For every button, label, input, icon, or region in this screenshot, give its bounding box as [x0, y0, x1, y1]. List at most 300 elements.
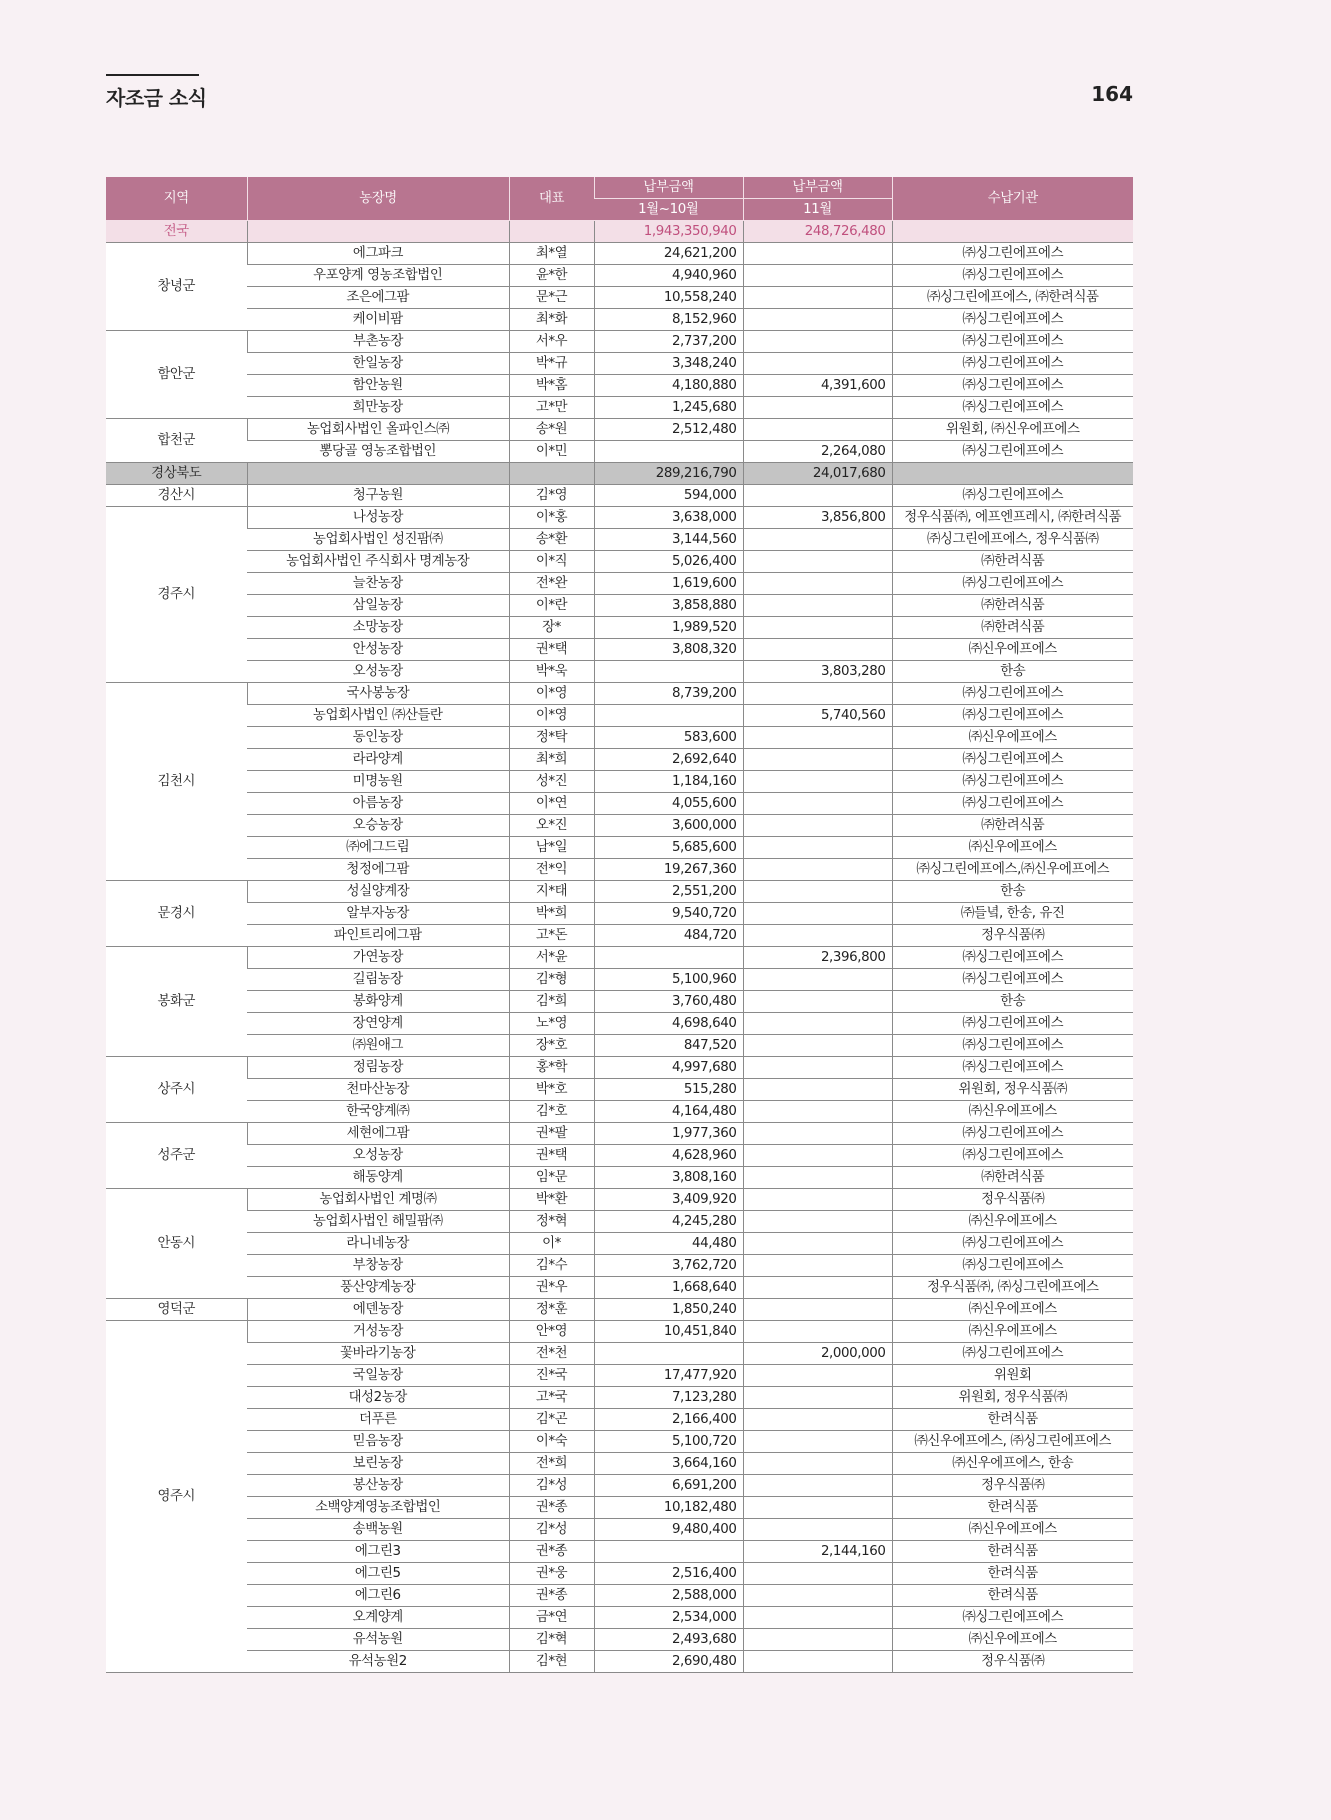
- table-row: [106, 1299, 1133, 1321]
- rep-cell: 김*성: [509, 1519, 594, 1541]
- farm-name-cell: 오승농장: [247, 815, 509, 837]
- rep-cell: 장*: [509, 617, 594, 639]
- payment-table: [106, 177, 1133, 1673]
- farm-name-cell: 알부자농장: [247, 903, 509, 925]
- payment-jan-oct-cell: 2,166,400: [594, 1409, 743, 1431]
- farm-name-cell: 소망농장: [247, 617, 509, 639]
- table-row: [106, 1629, 1133, 1651]
- agency-cell: ㈜신우에프에스: [892, 639, 1133, 661]
- agency-cell: ㈜싱그린에프에스: [892, 309, 1133, 331]
- payment-jan-oct-cell: 5,685,600: [594, 837, 743, 859]
- farm-name-cell: 보린농장: [247, 1453, 509, 1475]
- rep-cell: 고*국: [509, 1387, 594, 1409]
- farm-name-cell: ㈜원애그: [247, 1035, 509, 1057]
- payment-nov-cell: 2,144,160: [743, 1541, 892, 1563]
- payment-nov-cell: [743, 1563, 892, 1585]
- farm-name-cell: 농업회사법인 주식회사 명계농장: [247, 551, 509, 573]
- payment-jan-oct-cell: 4,940,960: [594, 265, 743, 287]
- farm-name-cell: 희만농장: [247, 397, 509, 419]
- payment-jan-oct-cell: 1,989,520: [594, 617, 743, 639]
- table-row: [106, 815, 1133, 837]
- payment-nov-cell: [743, 1013, 892, 1035]
- payment-nov-cell: 3,803,280: [743, 661, 892, 683]
- header-rule: [106, 74, 199, 76]
- farm-name-cell: 에그린6: [247, 1585, 509, 1607]
- payment-nov-cell: [743, 243, 892, 265]
- table-row: [106, 1607, 1133, 1629]
- agency-cell: 위원회: [892, 1365, 1133, 1387]
- payment-jan-oct-cell: 2,692,640: [594, 749, 743, 771]
- farm-name-cell: 한일농장: [247, 353, 509, 375]
- agency-cell: ㈜싱그린에프에스: [892, 243, 1133, 265]
- rep-cell: 박*호: [509, 1079, 594, 1101]
- agency-cell: ㈜싱그린에프에스,㈜신우에프에스: [892, 859, 1133, 881]
- payment-nov-cell: [743, 837, 892, 859]
- payment-jan-oct-cell: 19,267,360: [594, 859, 743, 881]
- table-row: [106, 1497, 1133, 1519]
- agency-cell: ㈜신우에프에스: [892, 837, 1133, 859]
- rep-cell: 김*호: [509, 1101, 594, 1123]
- agency-cell: ㈜신우에프에스: [892, 727, 1133, 749]
- farm-name-cell: 더푸른: [247, 1409, 509, 1431]
- rep-cell: 안*영: [509, 1321, 594, 1343]
- payment-jan-oct-cell: 4,997,680: [594, 1057, 743, 1079]
- rep-cell: 전*희: [509, 1453, 594, 1475]
- col-header-farm: 농장명: [247, 177, 509, 221]
- col-header-payment-jan-oct-label: 납부금액: [594, 177, 743, 199]
- table-row: [106, 925, 1133, 947]
- agency-cell: ㈜싱그린에프에스: [892, 397, 1133, 419]
- farm-name-cell: 농업회사법인 해밀팜㈜: [247, 1211, 509, 1233]
- payment-jan-oct-cell: 5,100,960: [594, 969, 743, 991]
- agency-cell: 한송: [892, 661, 1133, 683]
- rep-cell: 박*홈: [509, 375, 594, 397]
- payment-nov-cell: [743, 815, 892, 837]
- payment-nov-cell: [743, 397, 892, 419]
- agency-cell: ㈜싱그린에프에스: [892, 1607, 1133, 1629]
- agency-cell: 한송: [892, 881, 1133, 903]
- rep-cell: 정*혁: [509, 1211, 594, 1233]
- agency-cell: ㈜싱그린에프에스: [892, 1145, 1133, 1167]
- table-row: [106, 991, 1133, 1013]
- agency-cell: ㈜싱그린에프에스: [892, 1255, 1133, 1277]
- payment-jan-oct-cell: 3,760,480: [594, 991, 743, 1013]
- payment-nov-cell: [743, 1167, 892, 1189]
- agency-cell: 한려식품: [892, 1409, 1133, 1431]
- region-cell: 봉화군: [106, 947, 247, 1057]
- payment-nov-cell: [743, 1453, 892, 1475]
- payment-jan-oct-cell: 2,512,480: [594, 419, 743, 441]
- table-row: [106, 375, 1133, 397]
- payment-nov-cell: [743, 1475, 892, 1497]
- table-row: [106, 397, 1133, 419]
- agency-cell: ㈜한려식품: [892, 595, 1133, 617]
- payment-jan-oct-cell: 4,055,600: [594, 793, 743, 815]
- payment-nov-cell: [743, 1651, 892, 1673]
- region-cell: 함안군: [106, 331, 247, 419]
- agency-cell: ㈜한려식품: [892, 815, 1133, 837]
- table-row: [106, 1167, 1133, 1189]
- national-total-row: [106, 221, 1133, 243]
- agency-cell: ㈜한려식품: [892, 617, 1133, 639]
- agency-cell: ㈜싱그린에프에스: [892, 1123, 1133, 1145]
- region-cell: 경주시: [106, 507, 247, 683]
- table-row: [106, 1343, 1133, 1365]
- rep-cell: 박*규: [509, 353, 594, 375]
- farm-name-cell: 조은에그팜: [247, 287, 509, 309]
- payment-jan-oct-cell: 1,668,640: [594, 1277, 743, 1299]
- farm-name-cell: 삼일농장: [247, 595, 509, 617]
- rep-cell: 이*영: [509, 705, 594, 727]
- table-row: [106, 1277, 1133, 1299]
- payment-nov-cell: [743, 749, 892, 771]
- rep-cell: 권*우: [509, 1277, 594, 1299]
- farm-name-cell: 오성농장: [247, 1145, 509, 1167]
- table-row: [106, 1563, 1133, 1585]
- agency-cell: 정우식품㈜: [892, 1475, 1133, 1497]
- payment-nov-cell: [743, 265, 892, 287]
- table-header: [106, 177, 1133, 221]
- payment-jan-oct-cell: 5,100,720: [594, 1431, 743, 1453]
- farm-name-cell: 봉산농장: [247, 1475, 509, 1497]
- farm-name-cell: 송백농원: [247, 1519, 509, 1541]
- agency-cell: ㈜신우에프에스: [892, 1299, 1133, 1321]
- rep-cell: 윤*한: [509, 265, 594, 287]
- table-row: [106, 441, 1133, 463]
- payment-jan-oct-cell: 4,628,960: [594, 1145, 743, 1167]
- agency-cell: ㈜싱그린에프에스: [892, 947, 1133, 969]
- table-row: [106, 1035, 1133, 1057]
- farm-name-cell: 안성농장: [247, 639, 509, 661]
- table-row: [106, 309, 1133, 331]
- agency-cell: ㈜신우에프에스: [892, 1101, 1133, 1123]
- payment-nov-cell: [743, 353, 892, 375]
- payment-jan-oct-cell: [594, 705, 743, 727]
- payment-jan-oct-cell: [594, 661, 743, 683]
- agency-cell: ㈜싱그린에프에스: [892, 749, 1133, 771]
- payment-nov-cell: [743, 727, 892, 749]
- farm-name-cell: 천마산농장: [247, 1079, 509, 1101]
- table-row: [106, 1057, 1133, 1079]
- region-cell: 성주군: [106, 1123, 247, 1189]
- table-row: [106, 573, 1133, 595]
- table-row: [106, 1321, 1133, 1343]
- rep-cell: 진*국: [509, 1365, 594, 1387]
- payment-jan-oct-cell: 10,451,840: [594, 1321, 743, 1343]
- farm-name-cell: ㈜에그드림: [247, 837, 509, 859]
- farm-name-cell: 동인농장: [247, 727, 509, 749]
- payment-nov-cell: [743, 287, 892, 309]
- payment-nov-cell: 3,856,800: [743, 507, 892, 529]
- agency-cell: ㈜신우에프에스, 한송: [892, 1453, 1133, 1475]
- rep-cell: 지*태: [509, 881, 594, 903]
- payment-nov-cell: [743, 1057, 892, 1079]
- table-row: [106, 1013, 1133, 1035]
- agency-cell: 정우식품㈜, 에프엔프레시, ㈜한려식품: [892, 507, 1133, 529]
- payment-nov-cell: [743, 419, 892, 441]
- payment-nov-cell: [743, 771, 892, 793]
- agency-cell: ㈜신우에프에스: [892, 1211, 1133, 1233]
- farm-name-cell: 세현에그팜: [247, 1123, 509, 1145]
- table-row: [106, 969, 1133, 991]
- payment-jan-oct-cell: 3,600,000: [594, 815, 743, 837]
- payment-nov-cell: [743, 485, 892, 507]
- region-cell: 경산시: [106, 485, 247, 507]
- payment-nov-cell: [743, 1035, 892, 1057]
- table-row: [106, 1519, 1133, 1541]
- payment-nov-cell: [743, 991, 892, 1013]
- payment-jan-oct-cell: 8,152,960: [594, 309, 743, 331]
- payment-nov-cell: [743, 529, 892, 551]
- farm-name-cell: 청정에그팜: [247, 859, 509, 881]
- table-row: [106, 1431, 1133, 1453]
- agency-cell: ㈜싱그린에프에스: [892, 969, 1133, 991]
- payment-jan-oct-cell: 3,638,000: [594, 507, 743, 529]
- region-cell: 창녕군: [106, 243, 247, 331]
- payment-jan-oct-cell: 10,182,480: [594, 1497, 743, 1519]
- farm-name-cell: 꽃바라기농장: [247, 1343, 509, 1365]
- table-row: [106, 287, 1133, 309]
- rep-cell: 김*혁: [509, 1629, 594, 1651]
- farm-name-cell: 농업회사법인 계명㈜: [247, 1189, 509, 1211]
- rep-cell: 이*홍: [509, 507, 594, 529]
- rep-cell: 최*희: [509, 749, 594, 771]
- agency-cell: ㈜싱그린에프에스: [892, 1035, 1133, 1057]
- agency-cell: 정우식품㈜, ㈜싱그린에프에스: [892, 1277, 1133, 1299]
- farm-name-cell: 길림농장: [247, 969, 509, 991]
- payment-jan-oct-cell: 4,164,480: [594, 1101, 743, 1123]
- agency-cell: ㈜한려식품: [892, 1167, 1133, 1189]
- payment-jan-oct-cell: [594, 1541, 743, 1563]
- agency-cell: ㈜싱그린에프에스: [892, 441, 1133, 463]
- payment-jan-oct-cell: 1,184,160: [594, 771, 743, 793]
- rep-cell: 고*돈: [509, 925, 594, 947]
- agency-cell: ㈜한려식품: [892, 551, 1133, 573]
- payment-jan-oct-cell: 2,588,000: [594, 1585, 743, 1607]
- farm-name-cell: 농업회사법인 올파인스㈜: [247, 419, 509, 441]
- col-header-payment-nov-label: 납부금액: [743, 177, 892, 199]
- rep-cell: 권*종: [509, 1497, 594, 1519]
- table-row: [106, 243, 1133, 265]
- rep-cell: 권*팔: [509, 1123, 594, 1145]
- payment-nov-cell: 5,740,560: [743, 705, 892, 727]
- payment-jan-oct-cell: 10,558,240: [594, 287, 743, 309]
- farm-name-cell: 미명농원: [247, 771, 509, 793]
- table-row: [106, 617, 1133, 639]
- farm-name-cell: 아름농장: [247, 793, 509, 815]
- agency-cell: ㈜신우에프에스: [892, 1519, 1133, 1541]
- payment-jan-oct-cell: 3,348,240: [594, 353, 743, 375]
- farm-name-cell: 에그린3: [247, 1541, 509, 1563]
- rep-cell: 김*현: [509, 1651, 594, 1673]
- farm-name-cell: 오계양계: [247, 1607, 509, 1629]
- payment-nov-cell: [743, 551, 892, 573]
- rep-cell: 이*란: [509, 595, 594, 617]
- page-number: 164: [1091, 82, 1133, 106]
- farm-name-cell: 국일농장: [247, 1365, 509, 1387]
- agency-cell: ㈜싱그린에프에스: [892, 485, 1133, 507]
- payment-jan-oct-cell: 3,808,160: [594, 1167, 743, 1189]
- agency-cell: ㈜싱그린에프에스, 정우식품㈜: [892, 529, 1133, 551]
- payment-nov-cell: [743, 859, 892, 881]
- farm-name-cell: 청구농원: [247, 485, 509, 507]
- payment-nov-cell: [743, 1629, 892, 1651]
- payment-jan-oct-cell: 2,690,480: [594, 1651, 743, 1673]
- agency-cell: 한려식품: [892, 1541, 1133, 1563]
- payment-jan-oct-cell: 2,516,400: [594, 1563, 743, 1585]
- farm-name-cell: 봉화양계: [247, 991, 509, 1013]
- col-header-agency: 수납기관: [892, 177, 1133, 221]
- agency-cell: 한송: [892, 991, 1133, 1013]
- table-row: [106, 771, 1133, 793]
- rep-cell: 임*문: [509, 1167, 594, 1189]
- payment-nov-cell: [743, 595, 892, 617]
- section-title: 자조금 소식: [106, 86, 207, 110]
- table-row: [106, 485, 1133, 507]
- payment-jan-oct-cell: 44,480: [594, 1233, 743, 1255]
- farm-name-cell: 부촌농장: [247, 331, 509, 353]
- table-row: [106, 793, 1133, 815]
- table-row: [106, 331, 1133, 353]
- table-row: [106, 1453, 1133, 1475]
- payment-jan-oct-cell: 1,245,680: [594, 397, 743, 419]
- rep-cell: 이*: [509, 1233, 594, 1255]
- payment-nov-cell: [743, 309, 892, 331]
- rep-cell: 서*윤: [509, 947, 594, 969]
- farm-name-cell: 국사봉농장: [247, 683, 509, 705]
- payment-nov-cell: [743, 969, 892, 991]
- table-row: [106, 551, 1133, 573]
- rep-cell: 김*수: [509, 1255, 594, 1277]
- payment-nov-cell: [743, 1387, 892, 1409]
- agency-cell: ㈜싱그린에프에스: [892, 1057, 1133, 1079]
- table-row: [106, 1651, 1133, 1673]
- rep-cell: 김*형: [509, 969, 594, 991]
- rep-cell: 이*숙: [509, 1431, 594, 1453]
- rep-cell: 권*택: [509, 639, 594, 661]
- agency-cell: 위원회, 정우식품㈜: [892, 1079, 1133, 1101]
- table-body: [106, 221, 1133, 1673]
- payment-nov-cell: [743, 903, 892, 925]
- farm-name-cell: 에그린5: [247, 1563, 509, 1585]
- payment-jan-oct-cell: 3,808,320: [594, 639, 743, 661]
- rep-cell: 권*택: [509, 1145, 594, 1167]
- table-row: [106, 595, 1133, 617]
- national-total-nov: 248,726,480: [743, 221, 892, 243]
- farm-name-cell: 유석농원: [247, 1629, 509, 1651]
- payment-nov-cell: [743, 1211, 892, 1233]
- agency-cell: ㈜들녘, 한송, 유진: [892, 903, 1133, 925]
- payment-nov-cell: [743, 1409, 892, 1431]
- agency-cell: 정우식품㈜: [892, 1189, 1133, 1211]
- payment-nov-cell: [743, 1189, 892, 1211]
- farm-name-cell: 거성농장: [247, 1321, 509, 1343]
- farm-name-cell: 풍산양계농장: [247, 1277, 509, 1299]
- rep-cell: 문*근: [509, 287, 594, 309]
- rep-cell: 성*진: [509, 771, 594, 793]
- rep-cell: 금*연: [509, 1607, 594, 1629]
- payment-nov-cell: [743, 639, 892, 661]
- payment-jan-oct-cell: 1,619,600: [594, 573, 743, 595]
- payment-nov-cell: [743, 1365, 892, 1387]
- table-row: [106, 1189, 1133, 1211]
- payment-jan-oct-cell: 7,123,280: [594, 1387, 743, 1409]
- payment-jan-oct-cell: 3,664,160: [594, 1453, 743, 1475]
- farm-name-cell: 나성농장: [247, 507, 509, 529]
- col-header-nov: 11월: [743, 199, 892, 221]
- agency-cell: 한려식품: [892, 1497, 1133, 1519]
- rep-cell: 송*환: [509, 529, 594, 551]
- farm-name-cell: 함안농원: [247, 375, 509, 397]
- payment-jan-oct-cell: 17,477,920: [594, 1365, 743, 1387]
- rep-cell: 박*욱: [509, 661, 594, 683]
- farm-name-cell: 믿음농장: [247, 1431, 509, 1453]
- payment-jan-oct-cell: 3,762,720: [594, 1255, 743, 1277]
- farm-name-cell: 성실양계장: [247, 881, 509, 903]
- payment-nov-cell: [743, 331, 892, 353]
- table-row: [106, 1211, 1133, 1233]
- table-row: [106, 1387, 1133, 1409]
- farm-name-cell: 장연양계: [247, 1013, 509, 1035]
- table-row: [106, 947, 1133, 969]
- table-row: [106, 1365, 1133, 1387]
- farm-name-cell: 한국양계㈜: [247, 1101, 509, 1123]
- agency-cell: 정우식품㈜: [892, 925, 1133, 947]
- payment-jan-oct-cell: 3,409,920: [594, 1189, 743, 1211]
- payment-nov-cell: [743, 1607, 892, 1629]
- table-row: [106, 1145, 1133, 1167]
- payment-nov-cell: 2,264,080: [743, 441, 892, 463]
- farm-name-cell: 부창농장: [247, 1255, 509, 1277]
- agency-cell: ㈜신우에프에스: [892, 1321, 1133, 1343]
- table-row: [106, 683, 1133, 705]
- agency-cell: ㈜싱그린에프에스: [892, 1233, 1133, 1255]
- agency-cell: ㈜싱그린에프에스: [892, 1013, 1133, 1035]
- payment-jan-oct-cell: [594, 441, 743, 463]
- table-row: [106, 837, 1133, 859]
- table-row: [106, 353, 1133, 375]
- col-header-rep: 대표: [509, 177, 594, 221]
- payment-jan-oct-cell: 2,737,200: [594, 331, 743, 353]
- farm-name-cell: 농업회사법인 성진팜㈜: [247, 529, 509, 551]
- agency-cell: ㈜신우에프에스, ㈜싱그린에프에스: [892, 1431, 1133, 1453]
- region-cell: 합천군: [106, 419, 247, 463]
- agency-cell: ㈜싱그린에프에스: [892, 771, 1133, 793]
- payment-jan-oct-cell: 9,480,400: [594, 1519, 743, 1541]
- rep-cell: 김*성: [509, 1475, 594, 1497]
- payment-jan-oct-cell: 847,520: [594, 1035, 743, 1057]
- col-header-jan-oct: 1월~10월: [594, 199, 743, 221]
- rep-cell: 정*탁: [509, 727, 594, 749]
- farm-name-cell: 가연농장: [247, 947, 509, 969]
- province-subtotal-label: 경상북도: [106, 463, 247, 485]
- rep-cell: 권*종: [509, 1541, 594, 1563]
- payment-nov-cell: [743, 881, 892, 903]
- farm-name-cell: 뽕당골 영농조합법인: [247, 441, 509, 463]
- farm-name-cell: 라니네농장: [247, 1233, 509, 1255]
- rep-cell: 전*익: [509, 859, 594, 881]
- payment-jan-oct-cell: 4,698,640: [594, 1013, 743, 1035]
- rep-cell: 송*원: [509, 419, 594, 441]
- table-row: [106, 1255, 1133, 1277]
- table-row: [106, 1409, 1133, 1431]
- payment-jan-oct-cell: 583,600: [594, 727, 743, 749]
- farm-name-cell: 우포양계 영농조합법인: [247, 265, 509, 287]
- table-row: [106, 507, 1133, 529]
- table-row: [106, 1101, 1133, 1123]
- region-cell: 안동시: [106, 1189, 247, 1299]
- farm-name-cell: 에그파크: [247, 243, 509, 265]
